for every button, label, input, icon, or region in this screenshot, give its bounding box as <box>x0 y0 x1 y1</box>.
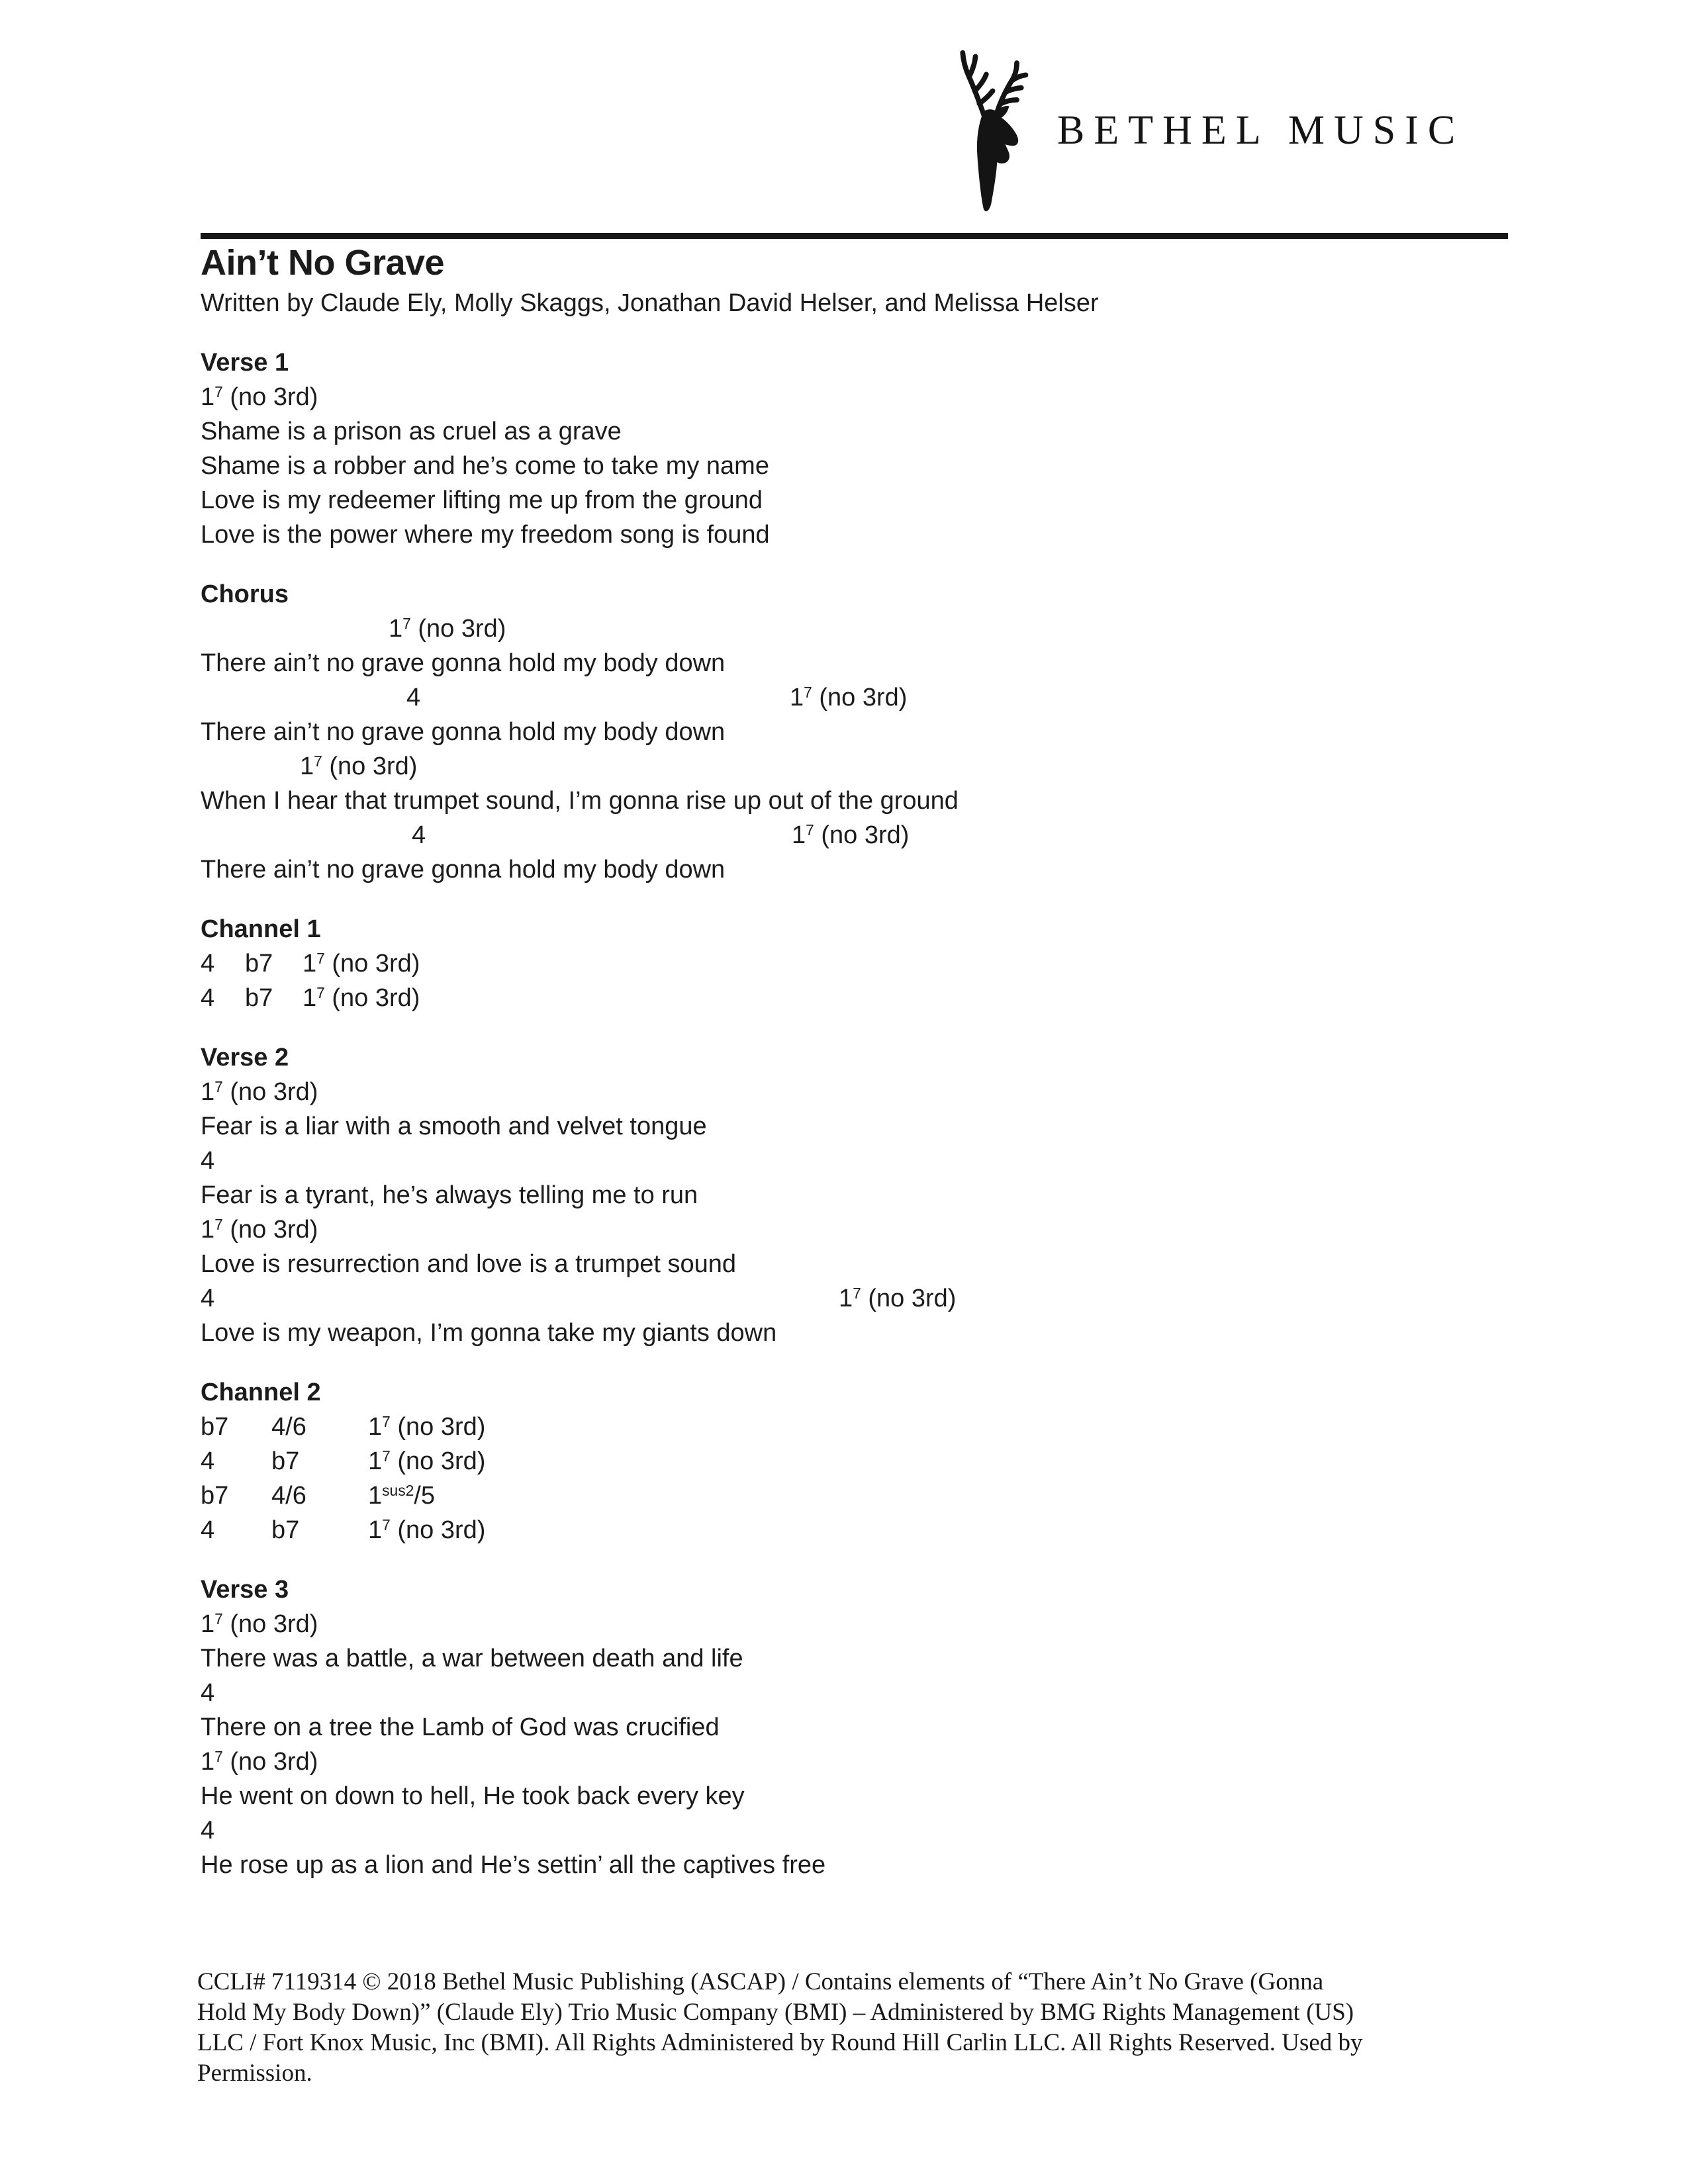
chord-line <box>201 612 1511 646</box>
chord <box>303 946 420 981</box>
chord-line <box>201 1444 1511 1479</box>
chord <box>201 1479 228 1513</box>
chord-root: 1 <box>201 1216 215 1244</box>
chord-root: b7 <box>271 1447 300 1475</box>
chord-root: 1 <box>368 1447 383 1475</box>
chord-qualifier: (no 3rd) <box>814 821 910 849</box>
copyright-line: Permission. <box>197 2060 312 2087</box>
chord-root: b7 <box>245 950 273 978</box>
chord <box>201 1144 214 1178</box>
chord-qualifier: (no 3rd) <box>812 684 908 711</box>
section-label: Verse 3 <box>201 1576 289 1604</box>
chord-line <box>201 1479 1511 1513</box>
chord <box>790 680 907 715</box>
chord-root: 1 <box>839 1285 853 1312</box>
chord-superscript: 7 <box>806 821 814 839</box>
chord-root: 4 <box>201 1147 215 1175</box>
chord <box>368 1513 485 1547</box>
chord-line <box>201 1513 1511 1547</box>
header-divider <box>201 233 1508 239</box>
chord-line <box>201 946 1511 981</box>
chord-line <box>201 1281 1511 1316</box>
chord-root: 4 <box>201 1516 215 1544</box>
chord-root: 1 <box>790 684 804 711</box>
chord <box>368 1479 435 1513</box>
chord <box>201 1075 318 1109</box>
chord <box>201 1212 318 1247</box>
copyright-line: LLC / Fort Knox Music, Inc (BMI). All Rights Administered by Round Hill Carlin LLC. All Rights Reserved. Used by <box>197 2029 1363 2056</box>
chord <box>201 1410 228 1444</box>
lyric-line: Fear is a tyrant, he’s always telling me to run <box>201 1181 698 1209</box>
lyric-line: Shame is a robber and he’s come to take my name <box>201 452 769 480</box>
chord-qualifier: (no 3rd) <box>222 1610 318 1638</box>
song-section-verse-1 <box>201 345 1511 552</box>
song-content <box>201 242 1511 1882</box>
chord <box>201 1745 318 1779</box>
chord-root: 1 <box>303 950 317 978</box>
chord-line <box>201 1607 1511 1641</box>
chord-superscript: 7 <box>402 615 411 633</box>
song-section-channel-2 <box>201 1375 1511 1547</box>
copyright-line: CCLI# 7119314 © 2018 Bethel Music Publishing (ASCAP) / Contains elements of “There Ain’t No Grave (Gonna <box>197 1968 1324 1995</box>
chord <box>300 749 417 784</box>
chord <box>201 1676 214 1710</box>
chord <box>271 1479 306 1513</box>
lyric-line: Shame is a prison as cruel as a grave <box>201 418 622 445</box>
chord-superscript: 7 <box>382 1413 391 1431</box>
chord-superscript: 7 <box>853 1285 861 1302</box>
deer-logo-icon <box>948 48 1037 213</box>
song-title: Ain’t No Grave <box>201 243 445 283</box>
chord-qualifier: (no 3rd) <box>410 615 506 643</box>
chord-root: 4 <box>201 1679 215 1707</box>
song-sections <box>201 345 1511 1882</box>
chord <box>412 818 426 852</box>
lyric-line: Fear is a liar with a smooth and velvet tongue <box>201 1113 707 1140</box>
song-section-channel-1 <box>201 912 1511 1015</box>
chord-superscript: 7 <box>316 950 325 968</box>
chord-qualifier: /5 <box>414 1482 435 1510</box>
bethel-music-logo <box>948 48 1464 213</box>
chord-line <box>201 1144 1511 1178</box>
chord-line <box>201 1212 1511 1247</box>
song-section-chorus <box>201 577 1511 887</box>
section-label: Verse 2 <box>201 1044 289 1071</box>
lyric-line: There ain’t no grave gonna hold my body down <box>201 649 726 677</box>
chord-superscript: 7 <box>382 1447 391 1465</box>
chord-root: b7 <box>201 1413 229 1441</box>
chord-root: 4 <box>201 1817 215 1844</box>
chord <box>389 612 506 646</box>
chord-root: 1 <box>368 1413 383 1441</box>
chord-superscript: 7 <box>214 1610 223 1628</box>
chord-root: 1 <box>368 1482 383 1510</box>
lyric-line: Love is the power where my freedom song is found <box>201 521 770 549</box>
chord-superscript: sus2 <box>382 1482 414 1500</box>
chord <box>201 1444 214 1479</box>
chord-root: b7 <box>201 1482 229 1510</box>
lyric-line: There on a tree the Lamb of God was crucified <box>201 1713 720 1741</box>
song-section-verse-3 <box>201 1572 1511 1882</box>
chord-root: 1 <box>201 1610 215 1638</box>
chord-qualifier: (no 3rd) <box>324 950 420 978</box>
lyric-line: There ain’t no grave gonna hold my body down <box>201 718 726 746</box>
section-label: Channel 1 <box>201 915 321 943</box>
chord-line <box>201 1075 1511 1109</box>
section-label: Verse 1 <box>201 349 289 377</box>
chord <box>201 1813 214 1848</box>
chord-root: 4 <box>201 984 215 1012</box>
chord <box>792 818 909 852</box>
chord-qualifier: (no 3rd) <box>324 984 420 1012</box>
chord-root: 1 <box>792 821 806 849</box>
chord <box>245 946 273 981</box>
chord-superscript: 7 <box>804 684 812 702</box>
chord-root: b7 <box>245 984 273 1012</box>
chord-line <box>201 1745 1511 1779</box>
chord-root: 1 <box>368 1516 383 1544</box>
chord-root: 4 <box>412 821 426 849</box>
chord <box>368 1444 485 1479</box>
chord-root: 4 <box>201 1285 215 1312</box>
chord-superscript: 7 <box>214 383 223 401</box>
lyric-line: He rose up as a lion and He’s settin’ all the captives free <box>201 1851 826 1879</box>
chord-superscript: 7 <box>316 984 325 1002</box>
chord-line <box>201 981 1511 1015</box>
chord-line <box>201 1410 1511 1444</box>
chord-superscript: 7 <box>214 1748 223 1766</box>
brand-name: BETHEL MUSIC <box>1057 107 1465 153</box>
chord-qualifier: (no 3rd) <box>390 1516 486 1544</box>
chord-root: 1 <box>201 1748 215 1776</box>
chord-qualifier: (no 3rd) <box>390 1447 486 1475</box>
chord-qualifier: (no 3rd) <box>322 752 418 780</box>
chord-superscript: 7 <box>214 1216 223 1234</box>
chord-root: 1 <box>201 1078 215 1106</box>
chord-qualifier: (no 3rd) <box>222 383 318 411</box>
lyric-line: He went on down to hell, He took back every key <box>201 1782 745 1810</box>
lyric-line: There ain’t no grave gonna hold my body down <box>201 856 726 884</box>
chord <box>201 946 214 981</box>
chord-qualifier: (no 3rd) <box>390 1413 486 1441</box>
chord-root: 1 <box>201 383 215 411</box>
section-label: Channel 2 <box>201 1379 321 1406</box>
chord-line <box>201 380 1511 414</box>
chord <box>406 680 420 715</box>
section-label: Chorus <box>201 580 289 608</box>
chord <box>271 1444 299 1479</box>
chord-line <box>201 1676 1511 1710</box>
chord <box>245 981 273 1015</box>
chord-line <box>201 1813 1511 1848</box>
song-byline: Written by Claude Ely, Molly Skaggs, Jonathan David Helser, and Melissa Helser <box>201 289 1099 317</box>
chord <box>201 1281 214 1316</box>
lyric-line: Love is my redeemer lifting me up from the ground <box>201 486 763 514</box>
chord-superscript: 7 <box>214 1078 223 1096</box>
chord-root: 4/6 <box>271 1482 306 1510</box>
song-section-verse-2 <box>201 1040 1511 1350</box>
chord <box>839 1281 956 1316</box>
chord-qualifier: (no 3rd) <box>222 1216 318 1244</box>
chord <box>201 380 318 414</box>
chord <box>303 981 420 1015</box>
chord-root: 4 <box>201 950 215 978</box>
chord <box>271 1513 299 1547</box>
chord <box>201 1513 214 1547</box>
chord-qualifier: (no 3rd) <box>222 1748 318 1776</box>
chord-root: 1 <box>300 752 314 780</box>
lyric-line: When I hear that trumpet sound, I’m gonna rise up out of the ground <box>201 787 959 815</box>
chord-line <box>201 680 1511 715</box>
chord-superscript: 7 <box>314 752 322 770</box>
chord <box>271 1410 306 1444</box>
copyright-line: Hold My Body Down)” (Claude Ely) Trio Music Company (BMI) – Administered by BMG Rights Management (US) <box>197 1999 1354 2026</box>
chord-line <box>201 749 1511 784</box>
chord-root: 4 <box>201 1447 215 1475</box>
chord-root: 4 <box>406 684 421 711</box>
chord <box>201 981 214 1015</box>
chord-root: b7 <box>271 1516 300 1544</box>
chord-qualifier: (no 3rd) <box>222 1078 318 1106</box>
chord <box>201 1607 318 1641</box>
copyright-notice <box>197 1967 1554 2089</box>
chord-root: 1 <box>303 984 317 1012</box>
chord-line <box>201 818 1511 852</box>
lyric-line: Love is my weapon, I’m gonna take my giants down <box>201 1319 777 1347</box>
chord-superscript: 7 <box>382 1516 391 1534</box>
lyric-line: There was a battle, a war between death and life <box>201 1645 743 1672</box>
lyric-line: Love is resurrection and love is a trumpet sound <box>201 1250 736 1278</box>
chord-root: 1 <box>389 615 403 643</box>
chord-root: 4/6 <box>271 1413 306 1441</box>
chord-qualifier: (no 3rd) <box>861 1285 957 1312</box>
chord <box>368 1410 485 1444</box>
